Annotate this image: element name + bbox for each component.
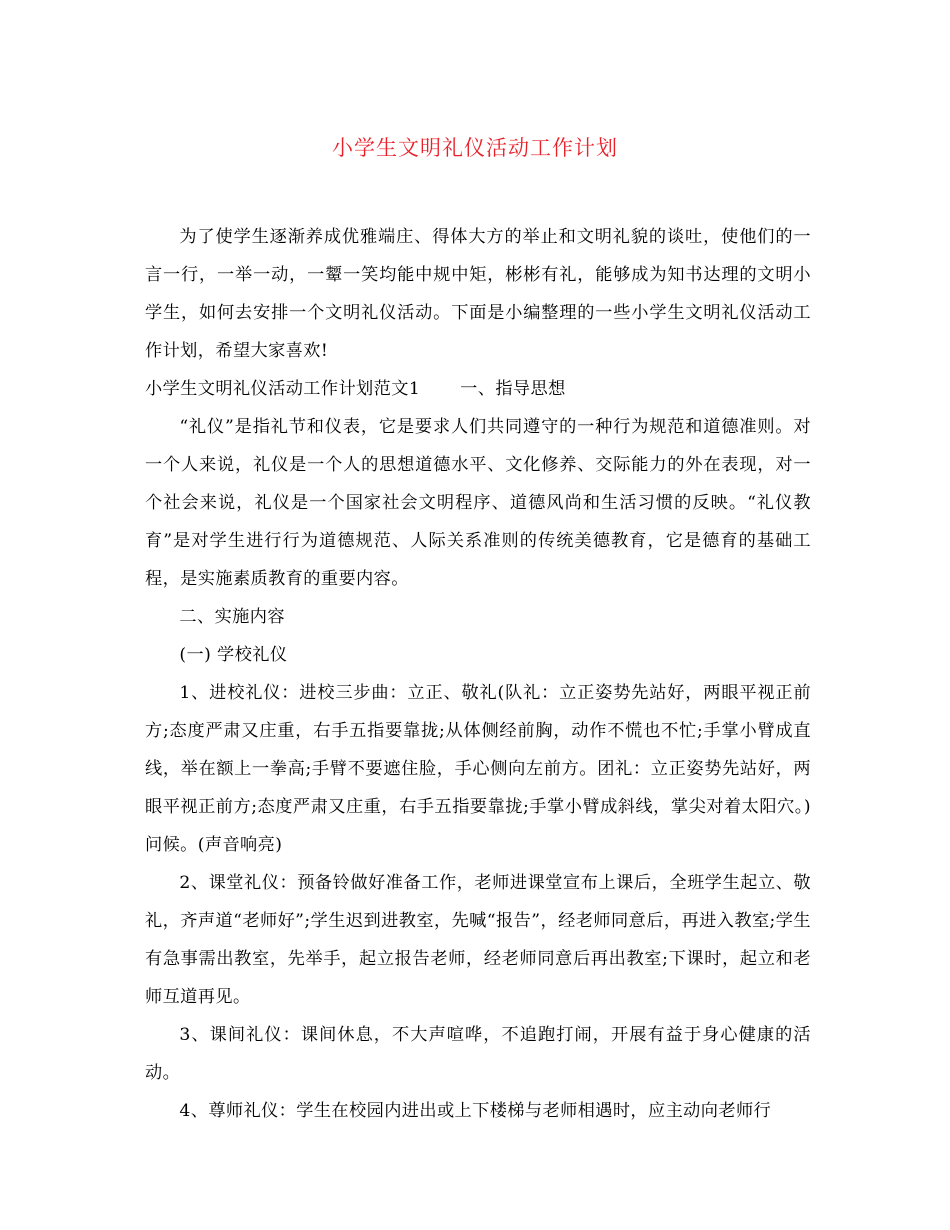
sample-heading-line [145, 370, 811, 408]
subsection-one-heading: (一) 学校礼仪 [179, 645, 288, 665]
item-respect-teacher-etiquette: 4、尊师礼仪：学生在校园内进出或上下楼梯与老师相遇时，应主动向老师行 [179, 1101, 772, 1121]
item-entry-etiquette: 1、进校礼仪：进校三步曲：立正、敬礼(队礼：立正姿势先站好，两眼平视正前方;态度严肃又庄重，右手五指要靠拢;从体侧经前胸，动作不慌也不忙;手掌小臂成直线，举在额上一拳高;手臂不要遮住脸，手心侧向左前方。团礼：立正姿势先站好，两眼平视正前方;态度严肃又庄重，右手五指要靠拢;手掌小臂成斜线，掌尖对着太阳穴。)问候。(声音响亮) [145, 683, 811, 855]
item-classroom-etiquette: 2、课堂礼仪：预备铃做好准备工作，老师进课堂宣布上课后，全班学生起立、敬礼，齐声道“老师好”;学生迟到进教室，先喊“报告”，经老师同意后，再进入教室;学生有急事需出教室，先举手，起立报告老师，经老师同意后再出教室;下课时，起立和老师互道再见。 [145, 873, 811, 1007]
guiding-thought-paragraph: “礼仪”是指礼节和仪表，它是要求人们共同遵守的一种行为规范和道德准则。对一个人来说，礼仪是一个人的思想道德水平、文化修养、交际能力的外在表现，对一个社会来说，礼仪是一个国家社会文明程序、道德风尚和生活习惯的反映。“礼仪教育”是对学生进行行为道德规范、人际关系准则的传统美德教育，它是德育的基础工程，是实施素质教育的重要内容。 [145, 417, 811, 589]
section-one-heading: 一、指导思想 [460, 379, 566, 399]
document-body [145, 218, 811, 1130]
intro-paragraph: 为了使学生逐渐养成优雅端庄、得体大方的举止和文明礼貌的谈吐，使他们的一言一行，一举一动，一颦一笑均能中规中矩，彬彬有礼，能够成为知书达理的文明小学生，如何去安排一个文明礼仪活动。下面是小编整理的一些小学生文明礼仪活动工作计划，希望大家喜欢! [145, 227, 811, 361]
sample-heading: 小学生文明礼仪活动工作计划范文1 [145, 379, 421, 399]
section-two-heading: 二、实施内容 [179, 607, 285, 627]
item-break-etiquette: 3、课间礼仪：课间休息，不大声喧哗，不追跑打闹，开展有益于身心健康的活动。 [145, 1025, 811, 1083]
document-title: 小学生文明礼仪活动工作计划 [332, 136, 618, 160]
